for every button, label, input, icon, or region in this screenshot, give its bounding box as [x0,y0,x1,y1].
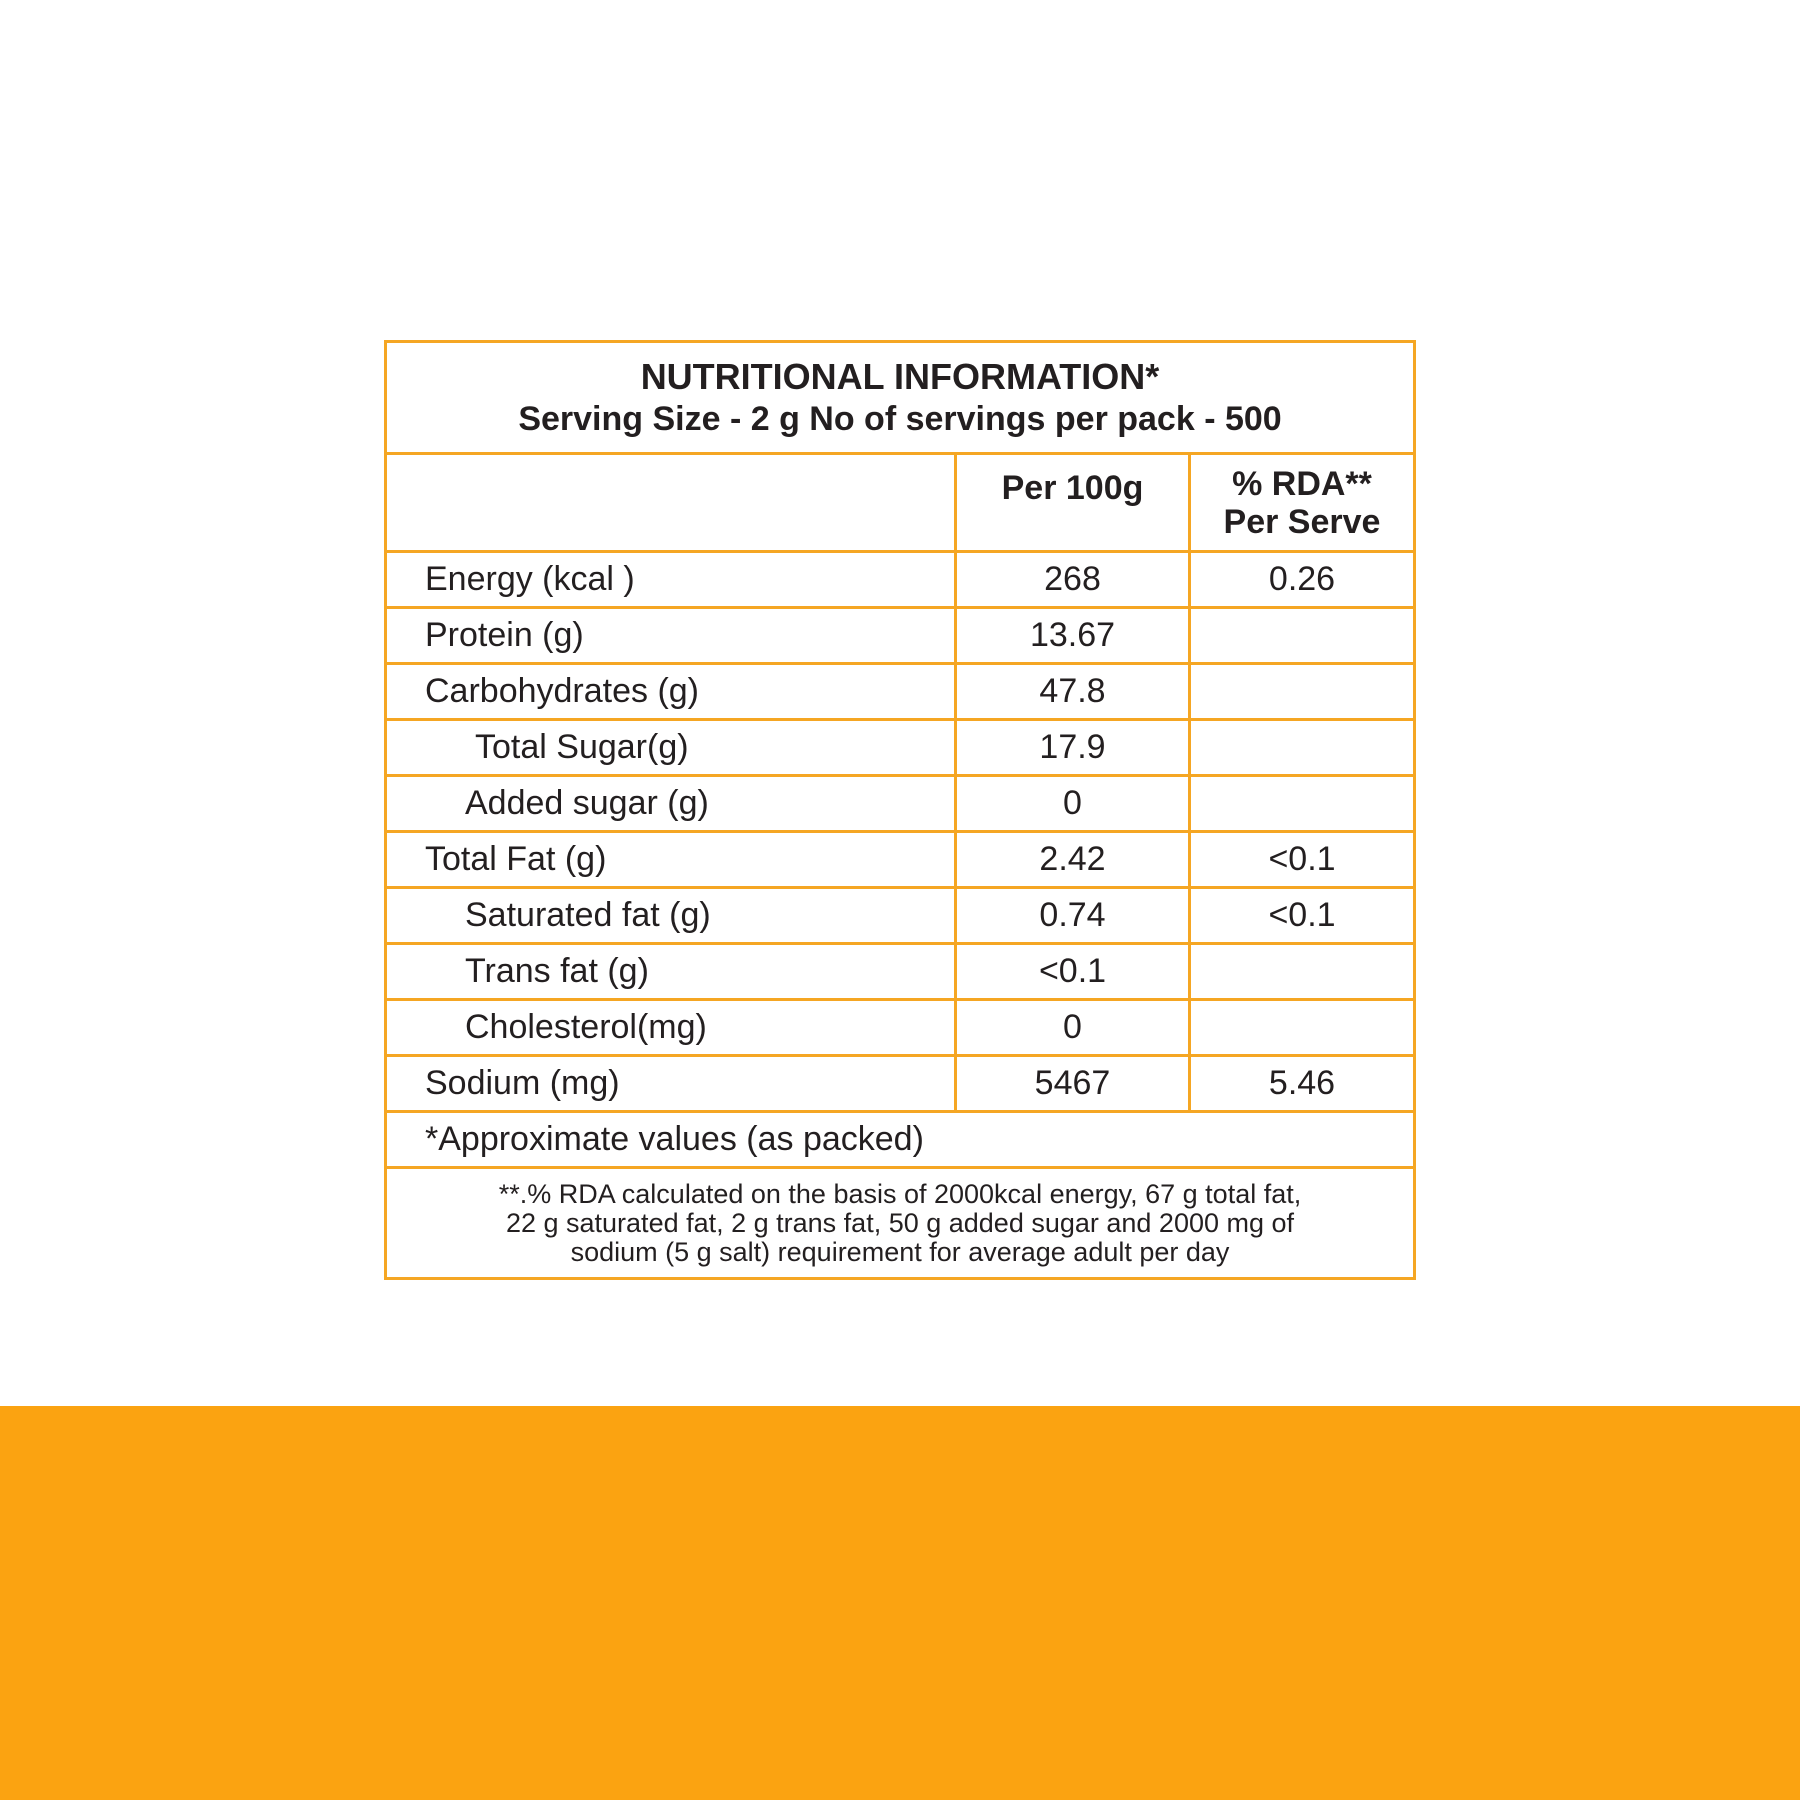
table-row [387,665,1413,721]
table-row [387,553,1413,609]
per-100g-value: <0.1 [957,945,1191,998]
rda-value: <0.1 [1268,896,1336,934]
orange-footer-band [0,1406,1800,1800]
rda-value [1191,777,1413,830]
approximate-values-note: *Approximate values (as packed) [387,1113,1413,1169]
table-row [387,833,1413,889]
table-header [387,343,1413,455]
per-100g-value: 268 [957,553,1191,606]
rda-value [1191,609,1413,662]
nutrient-label: Cholesterol(mg) [387,1001,957,1054]
nutrient-label: Total Sugar(g) [387,721,957,774]
rda-value [1191,945,1413,998]
per-100g-value: 2.42 [957,833,1191,886]
serving-info: Serving Size - 2 g No of servings per pack - 500 [518,399,1282,438]
nutrient-label: Protein (g) [387,609,957,662]
table-row [387,889,1413,945]
nutrient-label: Added sugar (g) [387,777,957,830]
table-row [387,1057,1413,1113]
footnote-line: 22 g saturated fat, 2 g trans fat, 50 g added sugar and 2000 mg of [505,1207,1295,1238]
per-100g-value: 5467 [957,1057,1191,1110]
per-100g-value: 17.9 [957,721,1191,774]
rda-value [1191,1001,1413,1054]
nutrient-label: Carbohydrates (g) [387,665,957,718]
nutrient-column-header [387,455,957,550]
footnote-line: sodium (5 g salt) requirement for average adult per day [570,1236,1230,1267]
rda-value: <0.1 [1268,840,1336,878]
rda-column-header [1191,455,1413,550]
rda-header-line2: Per Serve [1223,502,1381,541]
per-100g-value: 47.8 [957,665,1191,718]
rda-value: 0.26 [1268,560,1336,598]
rda-header-line1: % RDA** [1232,464,1372,503]
nutrition-table [384,340,1416,1280]
rda-value [1191,721,1413,774]
nutrient-label: Saturated fat (g) [387,889,957,942]
table-row [387,777,1413,833]
table-row [387,721,1413,777]
nutrient-label: Energy (kcal ) [387,553,957,606]
column-header-row [387,455,1413,553]
table-row [387,1001,1413,1057]
per-100g-column-header: Per 100g [957,455,1191,550]
table-row [387,945,1413,1001]
nutrient-label: Sodium (mg) [387,1057,957,1110]
nutrient-label: Total Fat (g) [387,833,957,886]
rda-value: 5.46 [1268,1064,1336,1102]
table-row [387,609,1413,665]
rda-footnote [387,1169,1413,1277]
footnote-line: **.% RDA calculated on the basis of 2000kcal energy, 67 g total fat, [498,1178,1302,1209]
per-100g-value: 13.67 [957,609,1191,662]
per-100g-value: 0 [957,777,1191,830]
table-title: NUTRITIONAL INFORMATION* [640,355,1160,397]
per-100g-value: 0.74 [957,889,1191,942]
rda-value [1191,665,1413,718]
nutrient-label: Trans fat (g) [387,945,957,998]
per-100g-value: 0 [957,1001,1191,1054]
